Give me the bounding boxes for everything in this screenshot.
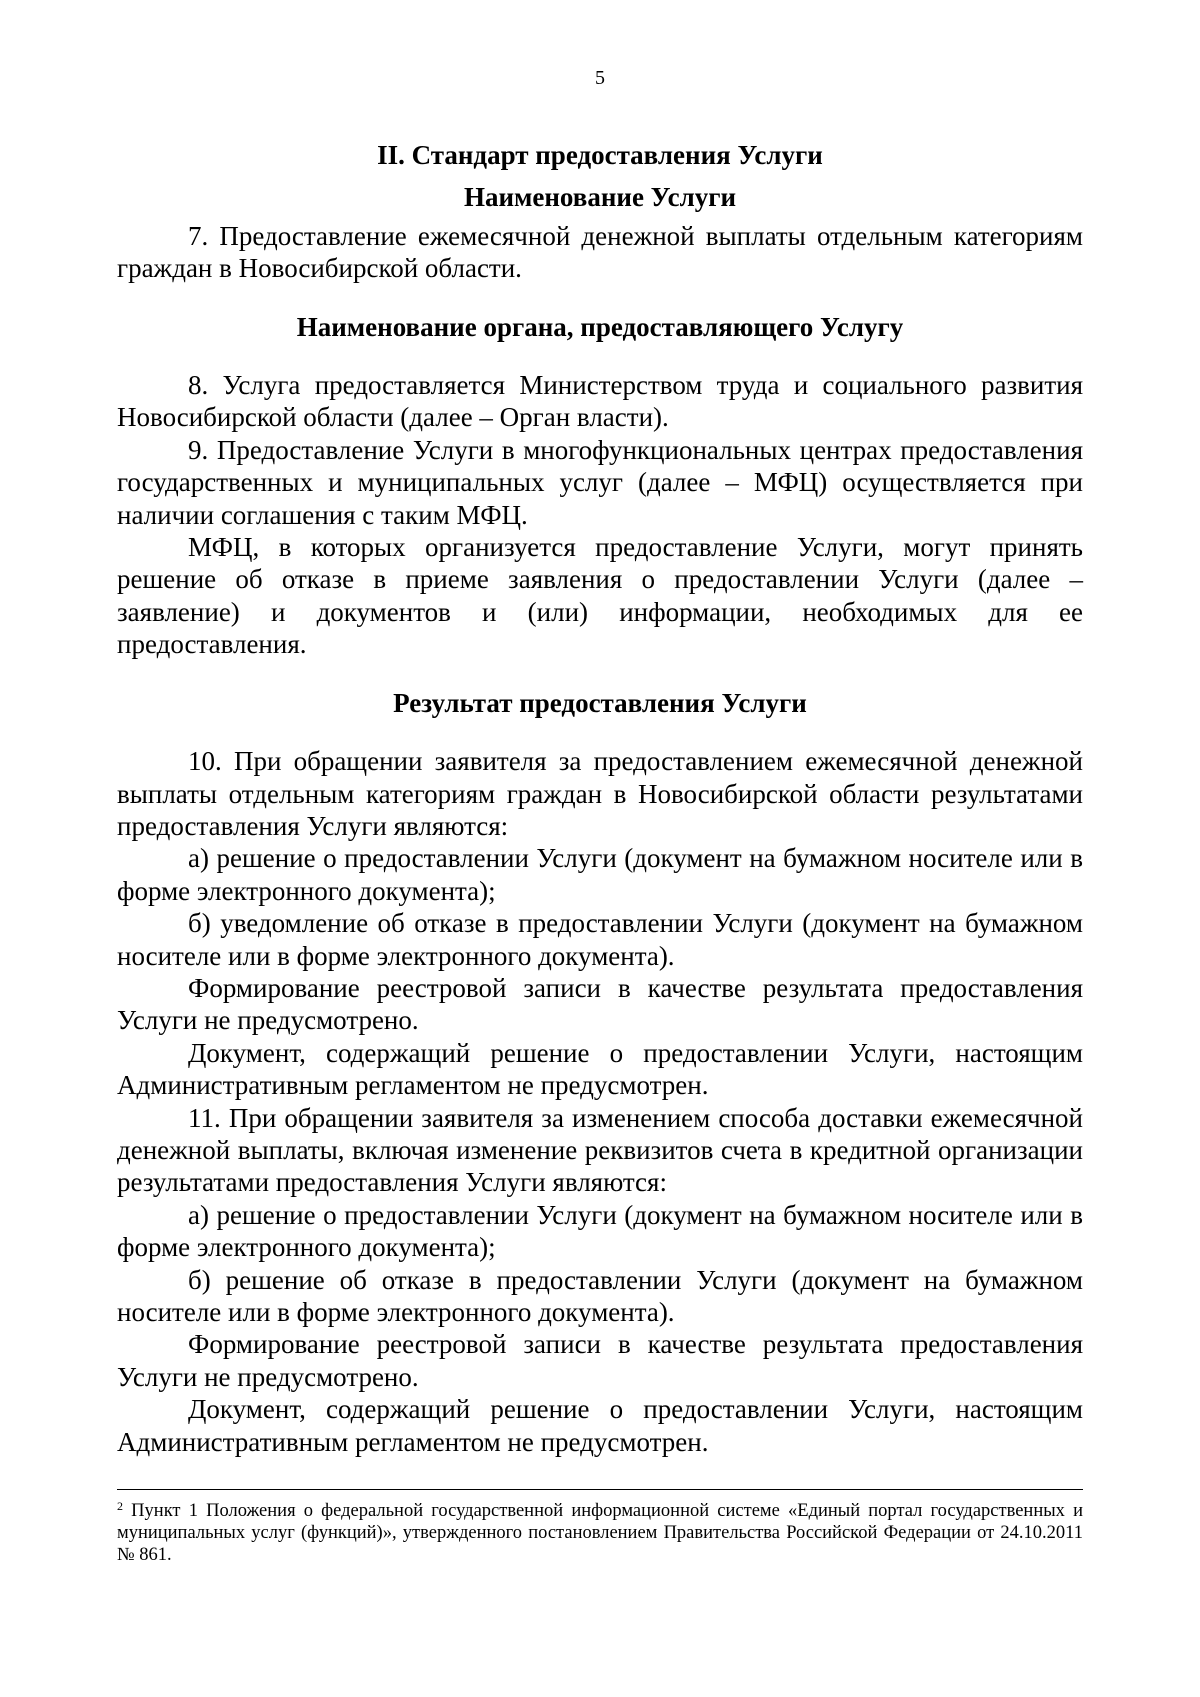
- paragraph-7: 7. Предоставление ежемесячной денежной выплаты отдельным категориям граждан в Новосибирской области.: [117, 220, 1083, 284]
- footnote: [117, 1500, 1083, 1566]
- section-heading-service-name: Наименование Услуги: [463, 182, 737, 213]
- paragraph-11: 11. При обращении заявителя за изменением способа доставки ежемесячной денежной выплаты, включая изменение реквизитов счета в кредитной организации результатами предоставления Услуги являются:: [117, 1102, 1083, 1198]
- page-number: 5: [595, 67, 605, 89]
- paragraph-mfc-refusal: МФЦ, в которых организуется предоставление Услуги, могут принять решение об отказе в приеме заявления о предоставлении Услуги (далее – заявление) и документов и (или) информации, необходимых для ее предоставления.: [117, 532, 1083, 660]
- footnote-text: Пункт 1 Положения о федеральной государственной информационной системе «Единый портал государственных и муниципальных услуг (функций)», утвержденного постановлением Правительства Российской Федерации от 24.10.2011 № 861.: [117, 1501, 1083, 1565]
- paragraph-10-item-b: б) уведомление об отказе в предоставлении Услуги (документ на бумажном носителе или в форме электронного документа).: [117, 908, 1083, 971]
- paragraph-11-registry-note: Формирование реестровой записи в качестве результата предоставления Услуги не предусмотрено.: [117, 1329, 1083, 1392]
- footnote-divider: [117, 1489, 1083, 1490]
- document-body: [117, 139, 1083, 1458]
- chapter-title: II. Стандарт предоставления Услуги: [377, 140, 823, 170]
- paragraph-10-document-note: Документ, содержащий решение о предоставлении Услуги, настоящим Административным регламентом не предусмотрен.: [117, 1037, 1083, 1101]
- section-heading-result: Результат предоставления Услуги: [393, 687, 807, 718]
- footnote-marker: 2: [117, 1499, 123, 1513]
- paragraph-11-item-b: б) решение об отказе в предоставлении Услуги (документ на бумажном носителе или в форме электронного документа).: [117, 1264, 1083, 1327]
- paragraph-9: 9. Предоставление Услуги в многофункциональных центрах предоставления государственных и муниципальных услуг (далее – МФЦ) осуществляется при наличии соглашения с таким МФЦ.: [117, 434, 1083, 530]
- paragraph-11-document-note: Документ, содержащий решение о предоставлении Услуги, настоящим Административным регламентом не предусмотрен.: [117, 1394, 1083, 1457]
- document-page: [117, 0, 1083, 1697]
- section-heading-authority: Наименование органа, предоставляющего Услугу: [296, 311, 904, 342]
- paragraph-11-item-a: а) решение о предоставлении Услуги (документ на бумажном носителе или в форме электронного документа);: [117, 1199, 1083, 1263]
- paragraph-10-registry-note: Формирование реестровой записи в качестве результата предоставления Услуги не предусмотрено.: [117, 972, 1083, 1036]
- paragraph-10-item-a: а) решение о предоставлении Услуги (документ на бумажном носителе или в форме электронного документа);: [117, 843, 1083, 906]
- paragraph-10: 10. При обращении заявителя за предоставлением ежемесячной денежной выплаты отдельным категориям граждан в Новосибирской области результатами предоставления Услуги являются:: [117, 746, 1083, 841]
- paragraph-8: 8. Услуга предоставляется Министерством труда и социального развития Новосибирской области (далее – Орган власти).: [117, 370, 1083, 433]
